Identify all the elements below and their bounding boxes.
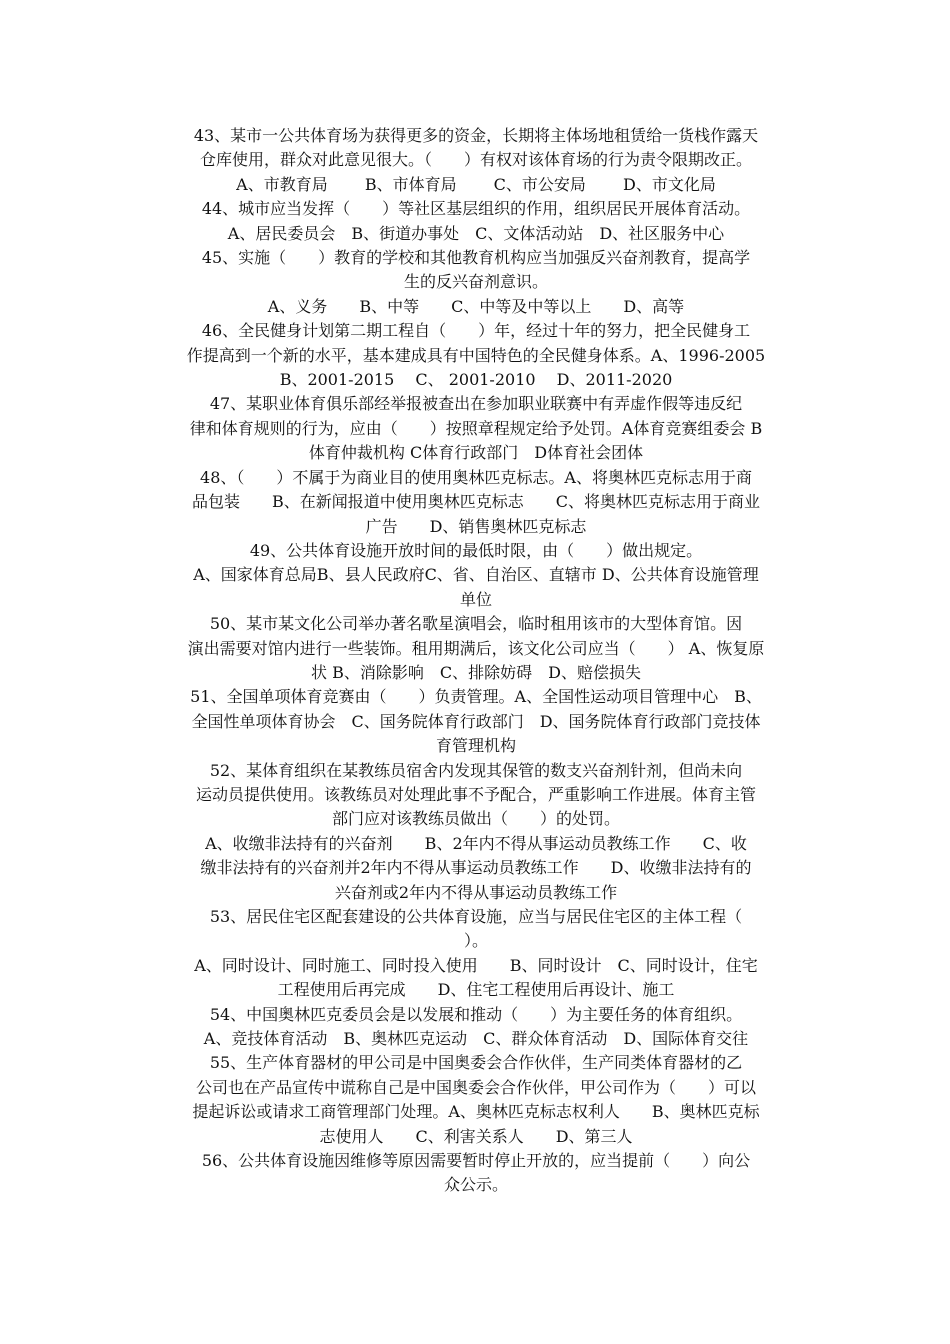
text-line: 53、居民住宅区配套建设的公共体育设施，应当与居民住宅区的主体工程（ [209, 907, 743, 926]
text-line: A、居民委员会 B、街道办事处 C、文体活动站 D、社区服务中心 [227, 223, 725, 243]
text-line: 缴非法持有的兴奋剂并2年内不得从事运动员教练工作 D、收缴非法持有的 [200, 858, 752, 878]
text-line: 作提高到一个新的水平，基本建成具有中国特色的全民健身体系。A、1996-2005 [186, 345, 766, 365]
text-line: 志使用人 C、利害关系人 D、第三人 [319, 1126, 633, 1146]
text-line: 广告 D、销售奥林匹克标志 [365, 516, 587, 536]
text-line: 52、某体育组织在某教练员宿舍内发现其保管的数支兴奋剂针剂，但尚未向 [209, 760, 743, 780]
text-line: A、市教育局 B、市体育局 C、市公安局 D、市文化局 [236, 174, 716, 194]
text-line: 55、生产体育器材的甲公司是中国奥委会合作伙伴，生产同类体育器材的乙 [209, 1053, 743, 1073]
text-line: 工程使用后再完成 D、住宅工程使用后再设计、施工 [277, 980, 675, 1000]
text-line: 50、某市某文化公司举办著名歌星演唱会，临时租用该市的大型体育馆。因 [209, 614, 743, 634]
text-line: 兴奋剂或2年内不得从事运动员教练工作 [334, 882, 618, 902]
text-line: 状 B、消除影响 C、排除妨碍 D、赔偿损失 [311, 662, 641, 682]
text-line: 部门应对该教练员做出（ ）的处罚。 [331, 809, 620, 829]
text-line: 律和体育规则的行为，应由（ ）按照章程规定给予处罚。A体育竞赛组委会 B [189, 418, 763, 438]
text-line: 46、全民健身计划第二期工程自（ ）年，经过十年的努力，把全民健身工 [201, 321, 751, 341]
text-line: 54、中国奥林匹克委员会是以发展和推动（ ）为主要任务的体育组织。 [209, 1004, 743, 1024]
text-line: 体育仲裁机构 C体育行政部门 D体育社会团体 [308, 443, 644, 463]
text-line: 提起诉讼或请求工商管理部门处理。A、奥林匹克标志权利人 B、奥林匹克标 [192, 1102, 760, 1122]
text-line: 45、实施（ ）教育的学校和其他教育机构应当加强反兴奋剂教育，提高学 [201, 248, 751, 268]
text-line: 56、公共体育设施因维修等原因需要暂时停止开放的，应当提前（ ）向公 [201, 1151, 751, 1171]
text-line: B、2001-2015 C、 2001-2010 D、2011-2020 [279, 370, 673, 390]
text-line: A、国家体育总局B、县人民政府C、省、自治区、直辖市 D、公共体育设施管理 [193, 565, 759, 585]
text-line: 51、全国单项体育竞赛由（ ）负责管理。A、全国性运动项目管理中心 B、 [190, 687, 762, 707]
text-line: 品包装 B、在新闻报道中使用奥林匹克标志 C、将奥林匹克标志用于商业 [191, 492, 760, 512]
text-line: 单位 [459, 589, 492, 609]
text-line: 仓库使用，群众对此意见很大。（ ）有权对该体育场的行为责令限期改正。 [199, 150, 752, 170]
text-line: 全国性单项体育协会 C、国务院体育行政部门 D、国务院体育行政部门竞技体 [191, 711, 761, 731]
text-line: 43、某市一公共体育场为获得更多的资金，长期将主体场地租赁给一货栈作露天 [193, 126, 759, 145]
text-line: 49、公共体育设施开放时间的最低时限，由（ ）做出规定。 [249, 540, 703, 560]
text-line: A、竞技体育活动 B、奥林匹克运动 C、群众体育活动 D、国际体育交往 [203, 1029, 749, 1049]
text-line: 育管理机构 [435, 736, 516, 756]
text-line: A、义务 B、中等 C、中等及中等以上 D、高等 [267, 296, 685, 316]
text-line: 众公示。 [443, 1175, 508, 1195]
text-line: 公司也在产品宣传中谎称自己是中国奥委会合作伙伴，甲公司作为（ ）可以 [195, 1077, 756, 1097]
text-line: A、收缴非法持有的兴奋剂 B、2年内不得从事运动员教练工作 C、收 [205, 833, 747, 853]
text-line: ）。 [463, 931, 488, 951]
text-line: 生的反兴奋剂意识。 [403, 272, 548, 292]
text-line: 演出需要对馆内进行一些装饰。租用期满后，该文化公司应当（ ） A、恢复原 [187, 638, 765, 658]
text-line: A、同时设计、同时施工、同时投入使用 B、同时设计 C、同时设计，住宅 [194, 955, 758, 975]
text-line: 47、某职业体育俱乐部经举报被查出在参加职业联赛中有弄虚作假等违反纪 [209, 394, 743, 414]
text-line: 48、（ ）不属于为商业目的使用奥林匹克标志。A、将奥林匹克标志用于商 [200, 467, 752, 487]
document-page [145, 124, 807, 1198]
text-line: 运动员提供使用。该教练员对处理此事不予配合，严重影响工作进展。体育主管 [195, 784, 756, 804]
text-line: 44、城市应当发挥（ ）等社区基层组织的作用，组织居民开展体育活动。 [201, 199, 751, 219]
